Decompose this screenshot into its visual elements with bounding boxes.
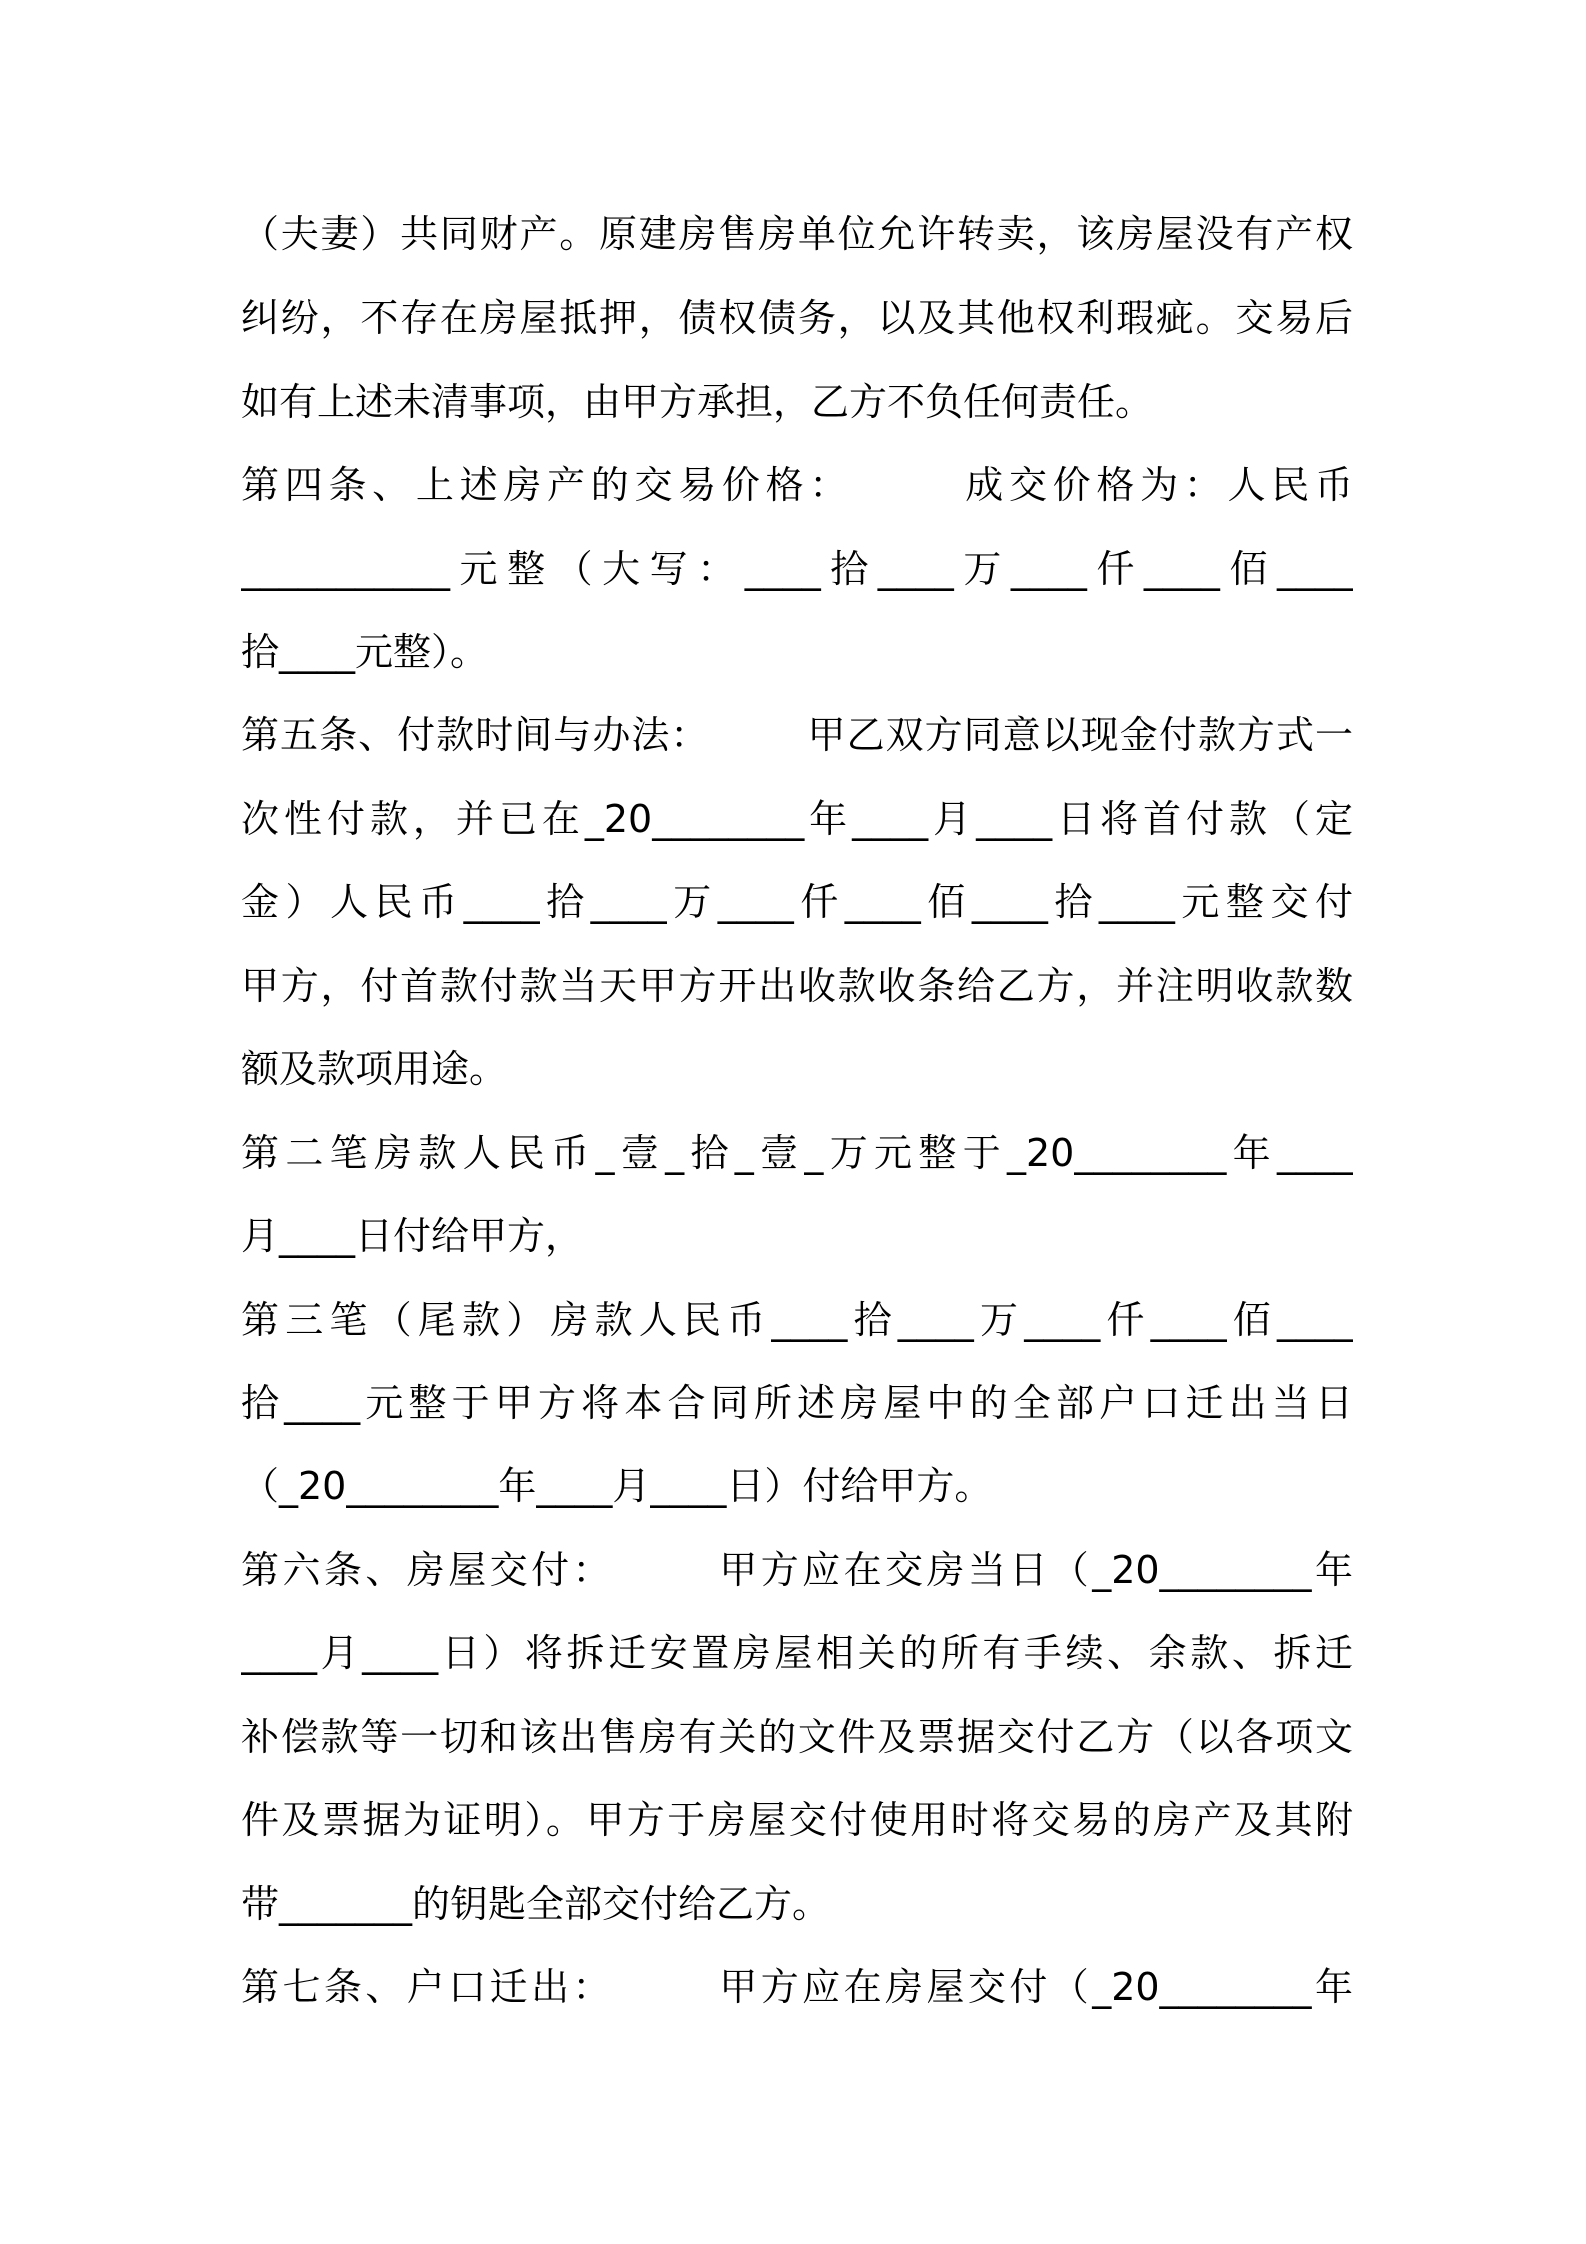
text-line: 第七条、户口迁出： 甲方应在房屋交付（_20________年 (241, 1965, 1353, 2009)
text-line: 金）人民币____拾____万____仟____佰____拾____元整交付 (241, 880, 1353, 924)
text-line: 次性付款，并已在_20________年____月____日将首付款（定 (241, 797, 1353, 841)
text-line: 第五条、付款时间与办法： 甲乙双方同意以现金付款方式一 (241, 713, 1353, 757)
text-line: ____月____日）将拆迁安置房屋相关的所有手续、余款、拆迁 (241, 1631, 1353, 1675)
text-line: （_20________年____月____日）付给甲方。 (241, 1464, 993, 1508)
text-line: 带_______的钥匙全部交付给乙方。 (241, 1882, 831, 1926)
text-line: 第二笔房款人民币_壹_拾_壹_万元整于_20________年____ (241, 1131, 1353, 1175)
text-line: 如有上述未清事项，由甲方承担，乙方不负任何责任。 (241, 380, 1154, 424)
text-line: 拾____元整）。 (241, 630, 489, 674)
text-line: 拾____元整于甲方将本合同所述房屋中的全部户口迁出当日 (241, 1381, 1353, 1425)
text-line: 第六条、房屋交付： 甲方应在交房当日（_20________年 (241, 1548, 1353, 1592)
text-line: ___________元整（大写：____拾____万____仟____佰____ (241, 547, 1353, 591)
text-line: 第四条、上述房产的交易价格： 成交价格为：人民币 (241, 463, 1353, 507)
text-line: 额及款项用途。 (241, 1047, 508, 1091)
text-line: 甲方，付首款付款当天甲方开出收款收条给乙方，并注明收款数 (241, 964, 1353, 1008)
text-line: 补偿款等一切和该出售房有关的文件及票据交付乙方（以各项文 (241, 1715, 1353, 1759)
text-line: 纠纷，不存在房屋抵押，债权债务，以及其他权利瑕疵。交易后 (241, 296, 1353, 340)
text-line: 第三笔（尾款）房款人民币____拾____万____仟____佰____ (241, 1298, 1353, 1342)
text-line: 件及票据为证明）。甲方于房屋交付使用时将交易的房产及其附 (241, 1798, 1353, 1842)
text-line: （夫妻）共同财产。原建房售房单位允许转卖，该房屋没有产权 (241, 212, 1353, 256)
text-line: 月____日付给甲方， (241, 1214, 584, 1258)
